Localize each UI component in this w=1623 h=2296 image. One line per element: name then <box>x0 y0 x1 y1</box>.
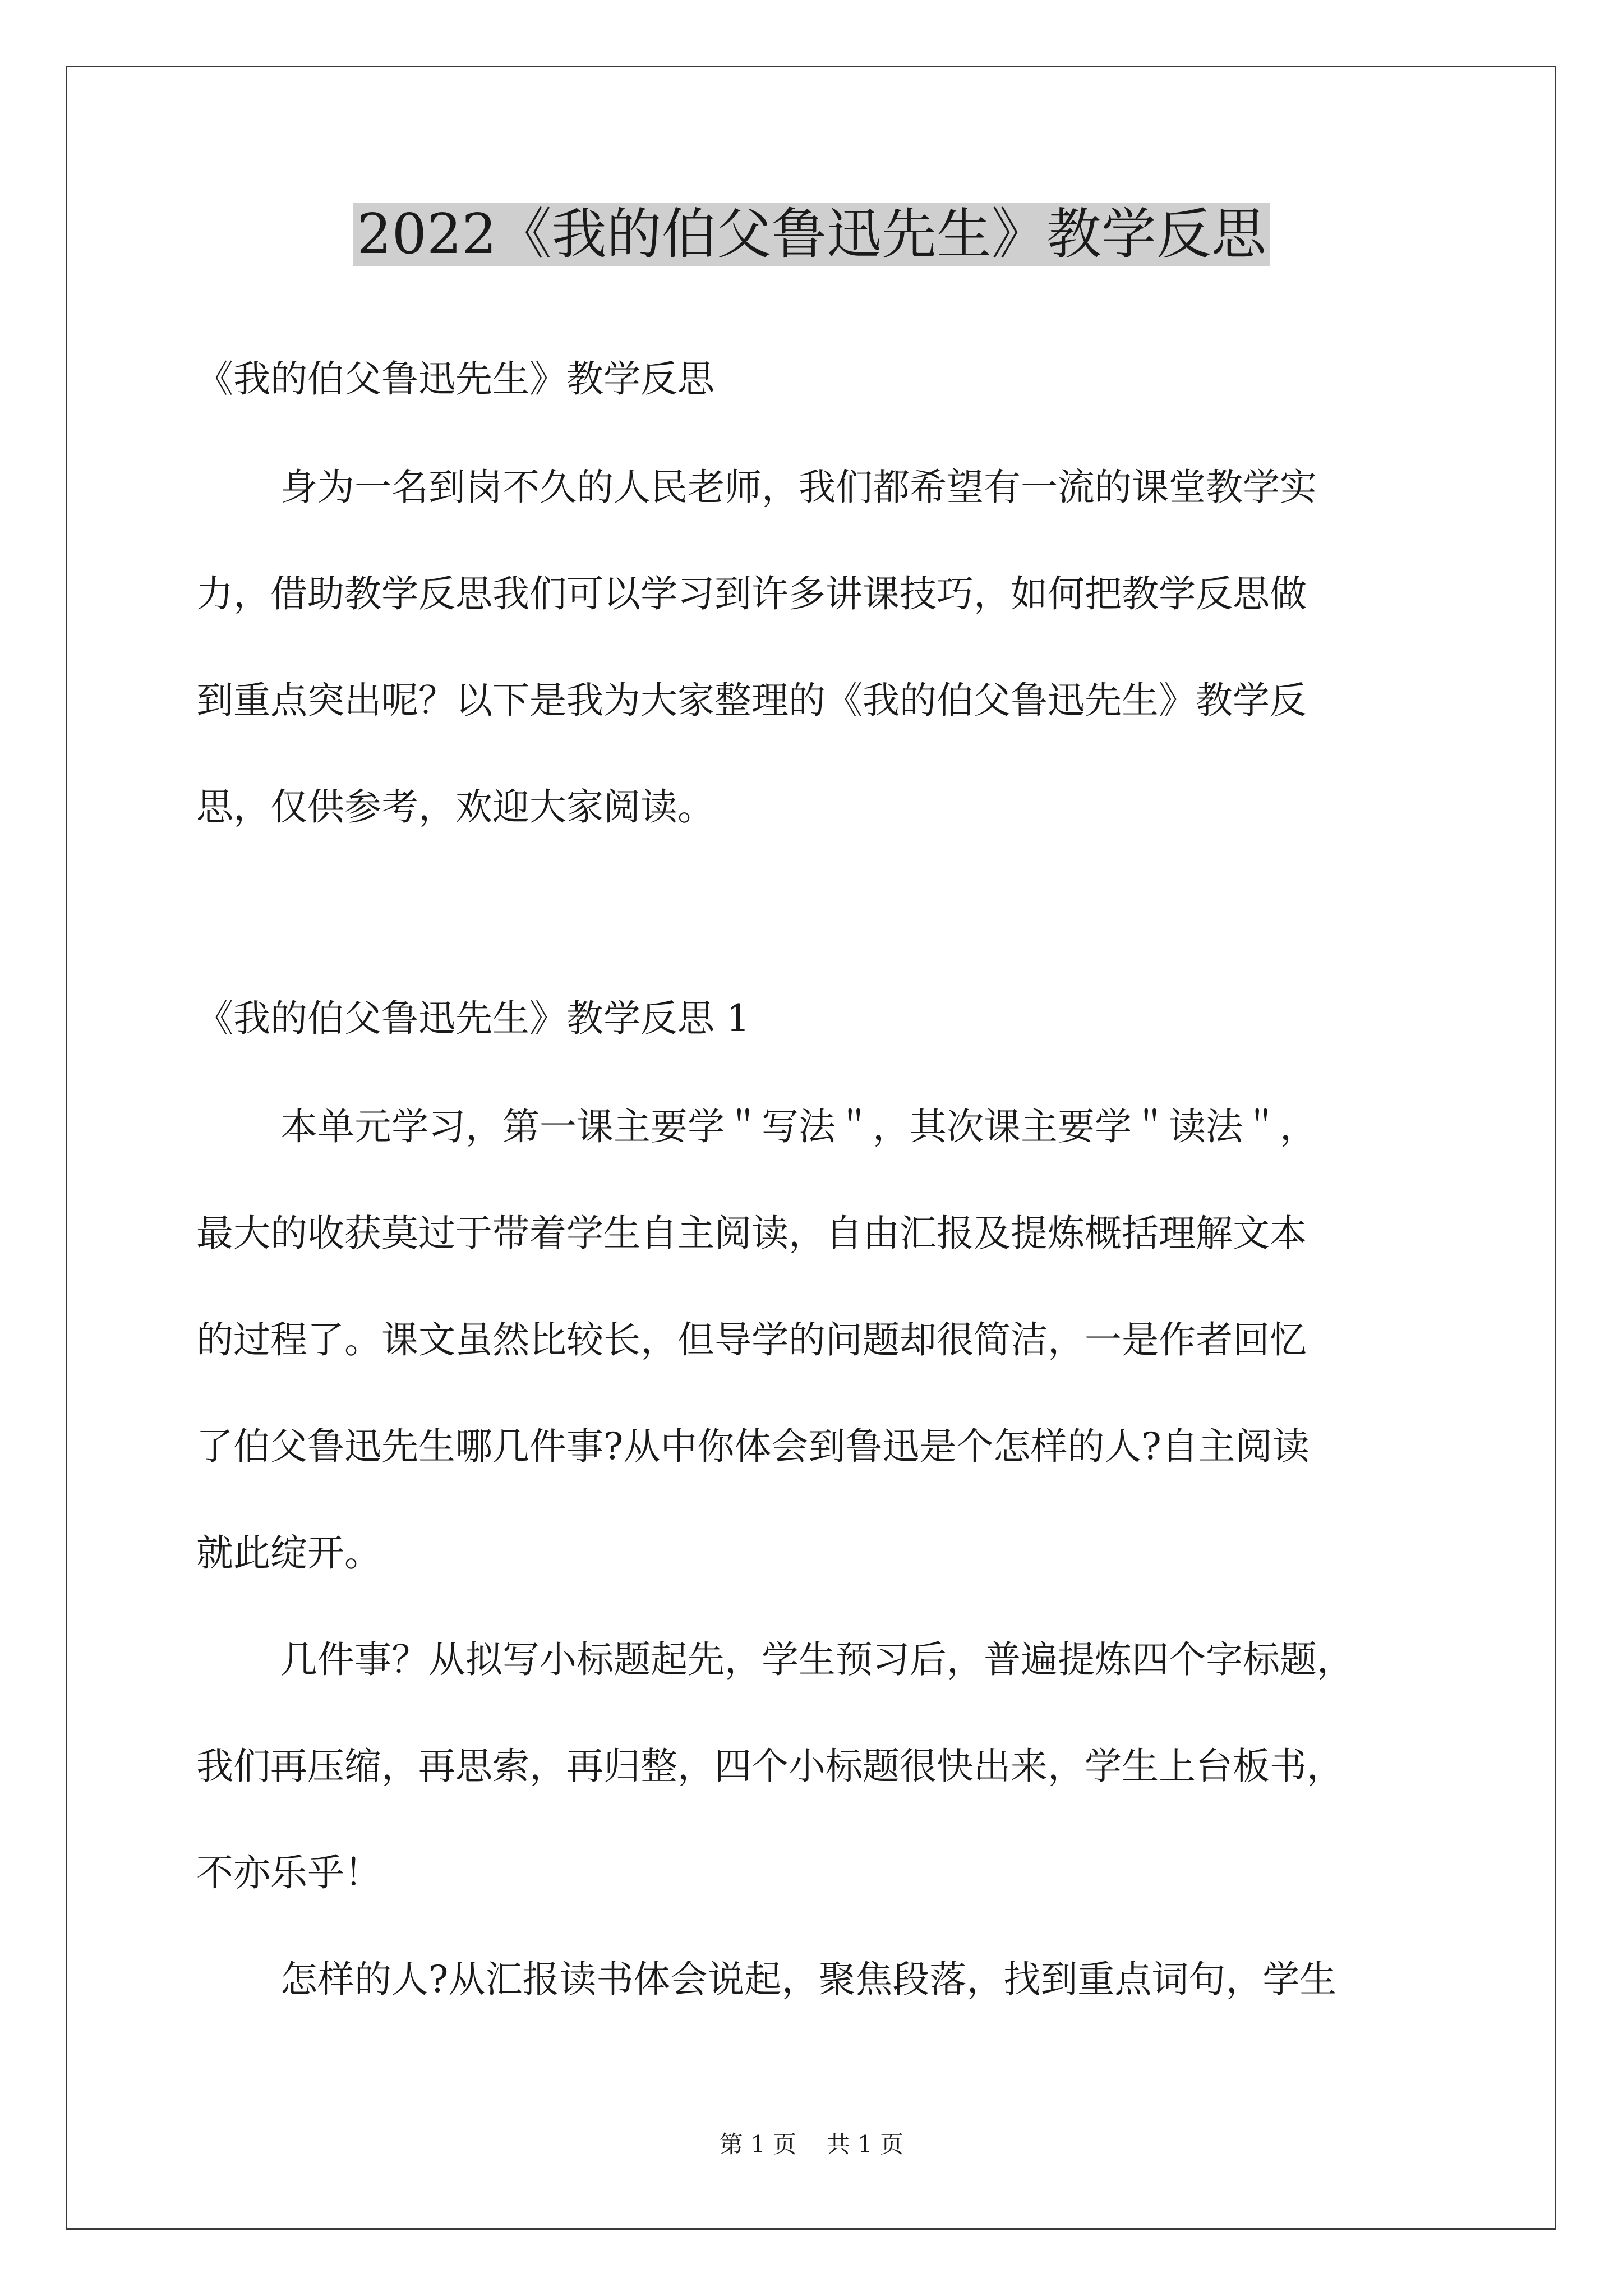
paragraph-line: 我们再压缩，再思索，再归整，四个小标题很快出来，学生上台板书， <box>196 1745 1344 1788</box>
paragraph-line: 怎样的人?从汇报读书体会说起，聚焦段落，找到重点词句，学生 <box>280 1958 1337 2001</box>
paragraph-line: 的过程了。课文虽然比较长，但导学的问题却很简洁，一是作者回忆 <box>196 1318 1307 1361</box>
intro-line: 身为一名到岗不久的人民老师，我们都希望有一流的课堂教学实 <box>280 466 1317 509</box>
document-title <box>0 195 1623 274</box>
body-paragraph-2 <box>196 1607 1436 1926</box>
paragraph-line: 最大的收获莫过于带着学生自主阅读，自由汇报及提炼概括理解文本 <box>196 1212 1307 1255</box>
paragraph-line: 了伯父鲁迅先生哪几件事?从中你体会到鲁迅是个怎样的人?自主阅读 <box>196 1425 1310 1468</box>
paragraph-line: 本单元学习，第一课主要学＂写法＂，其次课主要学＂读法＂， <box>280 1105 1317 1148</box>
document-title-text: 2022《我的伯父鲁迅先生》教学反思 <box>353 203 1269 266</box>
paragraph-line: 不亦乐乎！ <box>196 1851 381 1894</box>
intro-paragraph <box>196 434 1436 861</box>
body-paragraph-1 <box>196 1074 1436 1607</box>
paragraph-line: 几件事？从拟写小标题起先，学生预习后，普遍提炼四个字标题， <box>280 1638 1354 1681</box>
intro-line: 力，借助教学反思我们可以学习到许多讲课技巧，如何把教学反思做 <box>196 572 1307 615</box>
section-heading: 《我的伯父鲁迅先生》教学反思 1 <box>196 997 750 1040</box>
intro-line: 到重点突出呢？以下是我为大家整理的《我的伯父鲁迅先生》教学反 <box>196 679 1307 722</box>
page-footer: 第 1 页 共 1 页 <box>719 2131 904 2158</box>
intro-line: 思，仅供参考，欢迎大家阅读。 <box>196 785 714 829</box>
body-paragraph-3 <box>196 1926 1436 2033</box>
document-subtitle: 《我的伯父鲁迅先生》教学反思 <box>196 357 714 401</box>
paragraph-line: 就此绽开。 <box>196 1531 381 1575</box>
